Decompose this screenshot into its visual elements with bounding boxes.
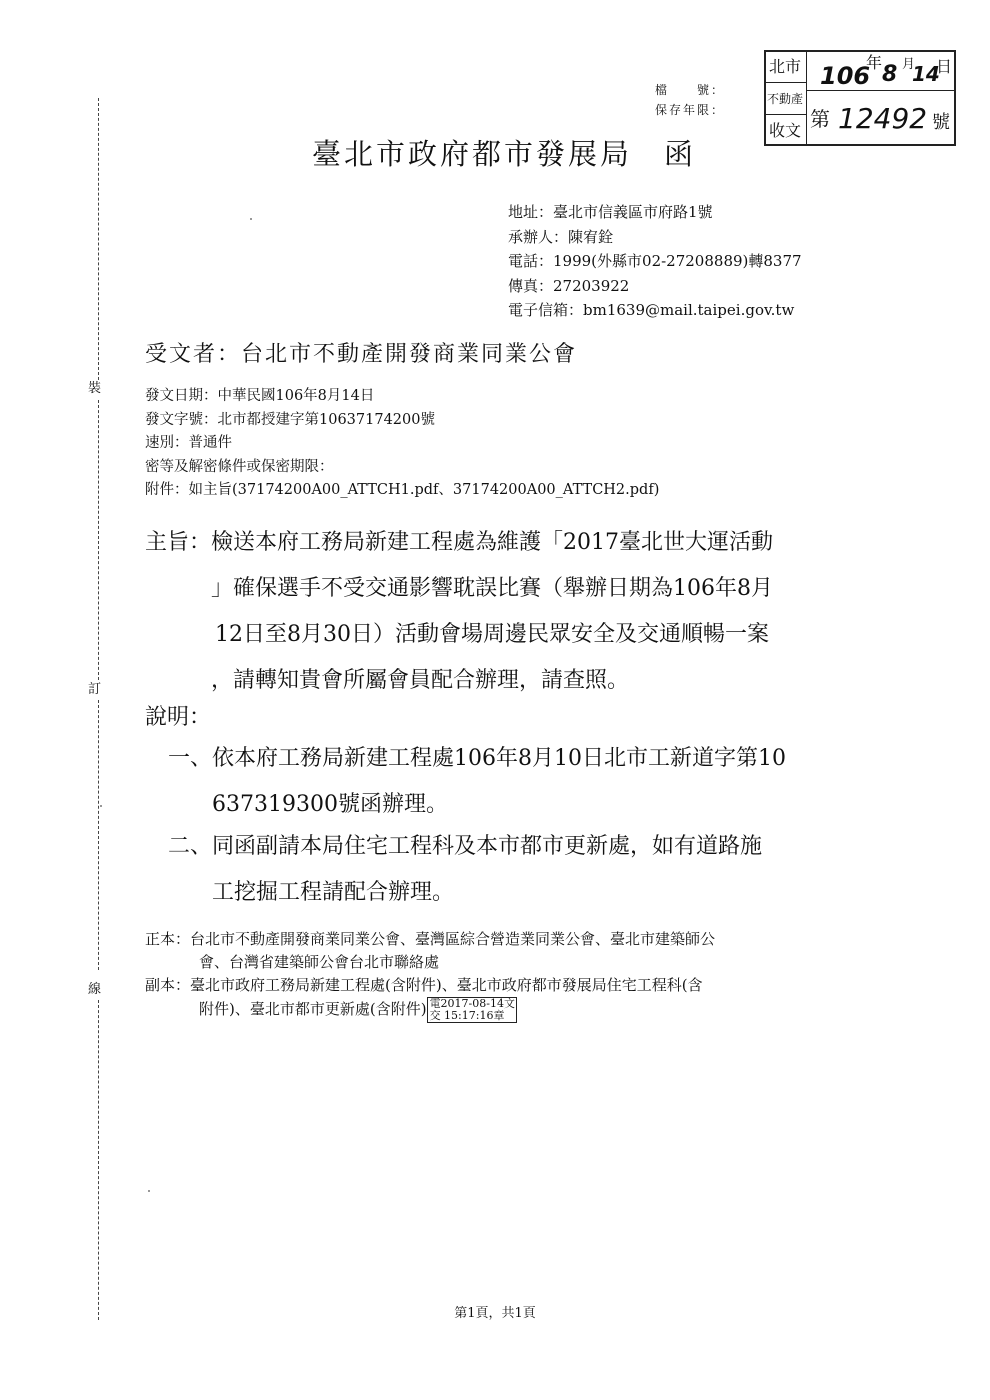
main-recipients: 正本：台北市不動產開發商業同業公會、臺灣區綜合營造業同業公會、臺北市建築師公 — [145, 930, 716, 948]
receipt-stamp — [764, 50, 956, 146]
document-title: 臺北市政府都市發展局 函 — [312, 137, 697, 171]
stamp-dept: 不動產 — [767, 92, 804, 106]
binding-label-zhuang: 裝 — [88, 381, 102, 396]
stamp-no-prefix: 第 — [810, 107, 830, 131]
timestamp-line-1: 電2017-08-14文 — [429, 997, 515, 1010]
explanation-item-1: 一、依本府工務局新建工程處106年8月10日北市工新道字第10 — [168, 746, 786, 771]
file-number-label: 檔 號： — [655, 83, 726, 97]
stamp-day: 14 — [912, 62, 940, 86]
explanation-heading: 說明： — [145, 705, 212, 730]
attachment-line: 附件：如主旨(37174200A00_ATTCH1.pdf、37174200A00_ATTCH2.pdf) — [145, 482, 660, 498]
cc-recipients: 副本：臺北市政府工務局新建工程處(含附件)、臺北市政府都市發展局住宅工程科(含 — [145, 976, 703, 994]
page-number: 第1頁，共1頁 — [454, 1306, 536, 1321]
explanation-item-1-cont: 637319300號函辦理。 — [212, 792, 448, 817]
binding-line — [98, 98, 99, 380]
retention-period-label: 保存年限： — [655, 103, 726, 117]
secrecy-level: 密等及解密條件或保密期限： — [145, 458, 334, 475]
stamp-city: 北市 — [769, 57, 802, 76]
e-dispatch-timestamp — [427, 997, 517, 1023]
subject-section — [145, 520, 773, 704]
stamp-day-char: 日 — [936, 57, 953, 76]
timestamp-line-2: 交 15:17:16章 — [429, 1009, 505, 1022]
scan-speck — [250, 218, 252, 220]
scan-speck — [148, 1190, 150, 1192]
dispatch-info — [145, 385, 659, 503]
stamp-month-char: 月 — [902, 57, 916, 72]
fax-line: 傳真：27203922 — [508, 276, 630, 295]
contact-block — [508, 200, 802, 323]
subject-line: ，請轉知貴會所屬會員配合辦理，請查照。 — [211, 668, 630, 693]
explanation-item-2-cont: 工挖掘工程請配合辦理。 — [212, 880, 455, 905]
subject-line: 12日至8月30日）活動會場周邊民眾安全及交通順暢一案 — [215, 622, 769, 647]
dispatch-number: 發文字號：北市都授建字第10637174200號 — [145, 411, 435, 428]
subject-line: 」確保選手不受交通影響耽誤比賽（舉辦日期為106年8月 — [211, 576, 773, 601]
scan-speck — [100, 805, 102, 807]
speed-class: 速別：普通件 — [145, 435, 232, 451]
stamp-year: 106 — [820, 62, 871, 90]
binding-line — [98, 700, 99, 970]
stamp-no-suffix: 號 — [932, 112, 950, 133]
binding-line — [98, 1000, 99, 1320]
subject-line: 主旨：檢送本府工務局新建工程處為維護「2017臺北世大運活動 — [145, 530, 773, 555]
stamp-year-char: 年 — [866, 53, 883, 72]
cc-recipients-cont — [145, 997, 715, 1023]
dispatch-date: 發文日期：中華民國106年8月14日 — [145, 388, 375, 404]
handler-line: 承辦人：陳宥銓 — [508, 227, 614, 246]
binding-line — [98, 400, 99, 680]
binding-label-ding: 訂 — [88, 682, 102, 697]
stamp-serial-number: 12492 — [838, 102, 928, 135]
email-line: 電子信箱：bm1639@mail.taipei.gov.tw — [508, 301, 795, 319]
binding-label-xian: 線 — [88, 982, 102, 997]
explanation-item-2: 二、同函副請本局住宅工程科及本市都市更新處，如有道路施 — [168, 834, 763, 859]
phone-line: 電話：1999(外縣市02-27208889)轉8377 — [508, 252, 802, 270]
archive-fields — [655, 80, 725, 120]
cc-recipients-cont-text: 附件)、臺北市都市更新處(含附件) — [199, 1000, 427, 1018]
recipient-line: 受文者：台北市不動產開發商業同業公會 — [145, 342, 578, 367]
main-recipients-cont: 會、台灣省建築師公會台北市聯絡處 — [199, 953, 440, 971]
address-line: 地址：臺北市信義區市府路1號 — [508, 203, 713, 221]
stamp-month: 8 — [882, 62, 898, 87]
stamp-received: 收文 — [769, 121, 802, 140]
distribution-list — [145, 928, 715, 1023]
